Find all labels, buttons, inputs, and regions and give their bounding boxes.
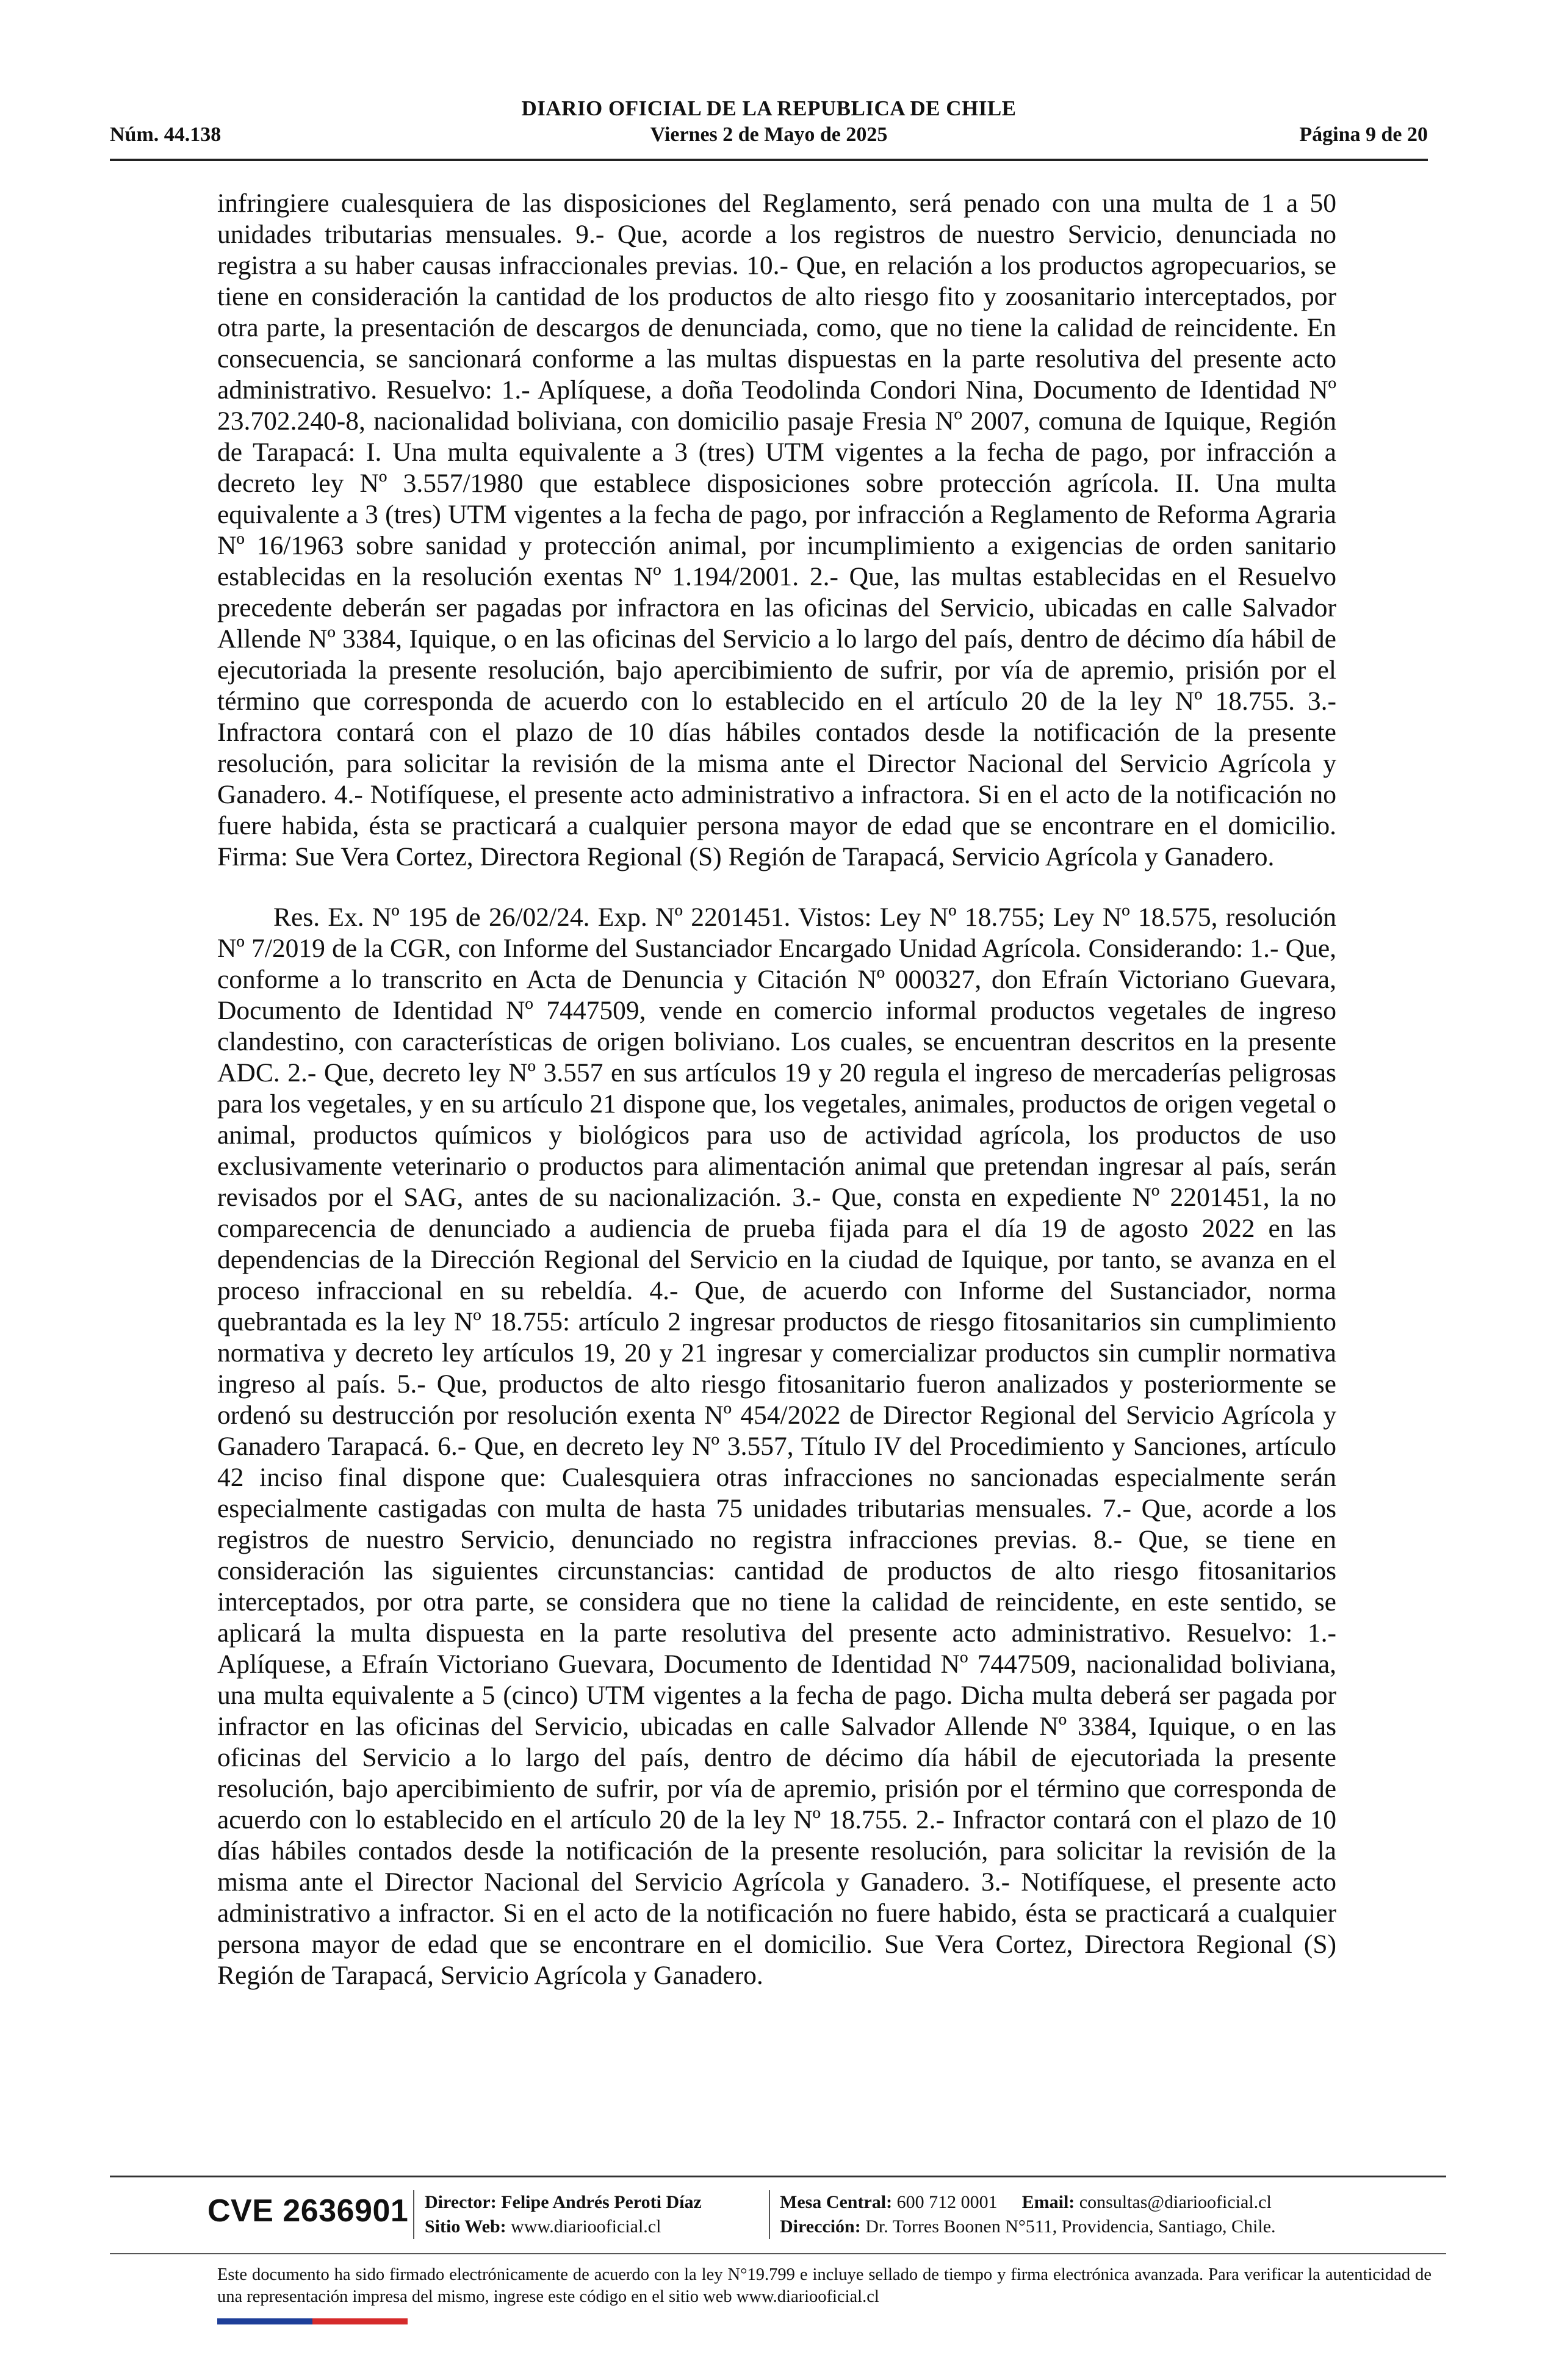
footer-separator [413, 2190, 414, 2239]
paragraph-resolution-195: Res. Ex. Nº 195 de 26/02/24. Exp. Nº 2201451. Vistos: Ley Nº 18.755; Ley Nº 18.575, resolución Nº 7/2019 de la CGR, con Informe del Sustanciador Encargado Unidad Agrícola. Considerando: 1.- Que, conforme a lo transcrito en Acta de Denuncia y Citación Nº 000327, don Efraín Victoriano Guevara, Documento de Identidad Nº 7447509, vende en comercio informal productos vegetales de ingreso clandestino, con características de origen boliviano. Los cuales, se encuentran descritos en la presente ADC. 2.- Que, decreto ley Nº 3.557 en sus artículos 19 y 20 regula el ingreso de mercaderías peligrosas para los vegetales, y en su artículo 21 dispone que, los vegetales, animales, productos de origen vegetal o animal, productos químicos y biológicos para uso de actividad agrícola, los productos de uso exclusivamente veterinario o productos para alimentación animal que pretendan ingresar al país, serán revisados por el SAG, antes de su nacionalización. 3.- Que, consta en expediente Nº 2201451, la no comparecencia de denunciado a audiencia de prueba fijada para el día 19 de agosto 2022 en las dependencias de la Dirección Regional del Servicio en la ciudad de Iquique, por tanto, se avanza en el proceso infraccional en su rebeldía. 4.- Que, de acuerdo con Informe del Sustanciador, norma quebrantada es la ley Nº 18.755: artículo 2 ingresar productos de riesgo fitosanitarios sin cumplimiento normativa y decreto ley artículos 19, 20 y 21 ingresar y comercializar productos sin cumplir normativa ingreso al país. 5.- Que, productos de alto riesgo fitosanitario fueron analizados y posteriormente se ordenó su destrucción por resolución exenta Nº 454/2022 de Director Regional del Servicio Agrícola y Ganadero Tarapacá. 6.- Que, en decreto ley Nº 3.557, Título IV del Procedimiento y Sanciones, artículo 42 inciso final dispone que: Cualesquiera otras infracciones no sancionadas especialmente serán especialmente castigadas con multa de hasta 75 unidades tributarias mensuales. 7.- Que, acorde a los registros de nuestro Servicio, denunciado no registra infracciones previas. 8.- Que, se tiene en consideración las siguientes circunstancias: cantidad de productos de alto riesgo fitosanitarios interceptados, por otra parte, se considera que no tiene la calidad de reincidente, en este sentido, se aplicará la multa dispuesta en la parte resolutiva del presente acto administrativo. Resuelvo: 1.- Aplíquese, a Efraín Victoriano Guevara, Documento de Identidad Nº 7447509, nacionalidad boliviana, una multa equivalente a 5 (cinco) UTM vigentes a la fecha de pago. Dicha multa deberá ser pagada por infractor en las oficinas del Servicio, ubicadas en calle Salvador Allende Nº 3384, Iquique, o en las oficinas del Servicio a lo largo del país, dentro de décimo día hábil de ejecutoriada la presente resolución, bajo apercibimiento de sufrir, por vía de apremio, prisión por el término que corresponda de acuerdo con lo establecido en el artículo 20 de la ley Nº 18.755. 2.- Infractor contará con el plazo de 10 días hábiles contados desde la notificación de la presente resolución, para solicitar la revisión de la misma ante el Director Nacional del Servicio Agrícola y Ganadero. 3.- Notifíquese, el presente acto administrativo a infractor. Si en el acto de la notificación no fuere habido, ésta se practicará a cualquier persona mayor de edad que se encontrare en el domicilio. Sue Vera Cortez, Directora Regional (S) Región de Tarapacá, Servicio Agrícola y Ganadero. [217, 903, 1336, 1990]
page-header [110, 92, 1428, 161]
page-footer [110, 2176, 1446, 2334]
footer-divider [110, 2176, 1446, 2177]
gazette-title: DIARIO OFICIAL DE LA REPUBLICA DE CHILE [521, 96, 1017, 120]
director-label: Director: [425, 2192, 497, 2212]
issue-number: Núm. 44.138 [110, 123, 222, 146]
issue-date: Viernes 2 de Mayo de 2025 [650, 123, 888, 146]
email-link[interactable]: consultas@diariooficial.cl [1079, 2192, 1272, 2212]
document-body [217, 188, 1336, 1991]
footer-director-block [425, 2190, 702, 2239]
email-label: Email: [1021, 2192, 1075, 2212]
contact-line [780, 2190, 1276, 2215]
footer-divider [110, 2253, 1446, 2254]
address-line [780, 2215, 1276, 2239]
phone-label: Mesa Central: [780, 2192, 893, 2212]
site-link[interactable]: www.diariooficial.cl [511, 2216, 661, 2237]
director-name: Felipe Andrés Peroti Díaz [501, 2192, 702, 2212]
paragraph-continuation: infringiere cualesquiera de las disposiciones del Reglamento, será penado con una multa de 1 a 50 unidades tributarias mensuales. 9.- Que, acorde a los registros de nuestro Servicio, denunciada no registra a su haber causas infraccionales previas. 10.- Que, en relación a los productos agropecuarios, se tiene en consideración la cantidad de los productos de alto riesgo fito y zoosanitario interceptados, por otra parte, la presentación de descargos de denunciada, como, que no tiene la calidad de reincidente. En consecuencia, se sancionará conforme a las multas dispuestas en la parte resolutiva del presente acto administrativo. Resuelvo: 1.- Aplíquese, a doña Teodolinda Condori Nina, Documento de Identidad Nº 23.702.240-8, nacionalidad boliviana, con domicilio pasaje Fresia Nº 2007, comuna de Iquique, Región de Tarapacá: I. Una multa equivalente a 3 (tres) UTM vigentes a la fecha de pago, por infracción a decreto ley Nº 3.557/1980 que establece disposiciones sobre protección agrícola. II. Una multa equivalente a 3 (tres) UTM vigentes a la fecha de pago, por infracción a Reglamento de Reforma Agraria Nº 16/1963 sobre sanidad y protección animal, por incumplimiento a exigencias de orden sanitario establecidas en la resolución exentas Nº 1.194/2001. 2.- Que, las multas establecidas en el Resuelvo precedente deberán ser pagadas por infractora en las oficinas del Servicio, ubicadas en calle Salvador Allende Nº 3384, Iquique, o en las oficinas del Servicio a lo largo del país, dentro de décimo día hábil de ejecutoriada la presente resolución, bajo apercibimiento de sufrir, por vía de apremio, prisión por el término que corresponda de acuerdo con lo establecido en el artículo 20 de la ley Nº 18.755. 3.- Infractora contará con el plazo de 10 días hábiles contados desde la notificación de la presente resolución, para solicitar la revisión de la misma ante el Director Nacional del Servicio Agrícola y Ganadero. 4.- Notifíquese, el presente acto administrativo a infractora. Si en el acto de la notificación no fuere habida, ésta se practicará a cualquier persona mayor de edad que se encontrare en el domicilio. Firma: Sue Vera Cortez, Directora Regional (S) Región de Tarapacá, Servicio Agrícola y Ganadero. [217, 189, 1336, 871]
cve-code: CVE 2636901 [207, 2193, 409, 2229]
flag-stripe [217, 2318, 408, 2324]
site-line [425, 2215, 702, 2239]
signature-notice: Este documento ha sido firmado electrónicamente de acuerdo con la ley N°19.799 e incluye sellado de tiempo y firma electrónica avanzada. Para verificar la autenticidad de una representación impresa del mismo, ingrese este código en el sitio web www.diariooficial.cl [217, 2265, 1432, 2306]
site-label: Sitio Web: [425, 2216, 506, 2237]
director-line [425, 2190, 702, 2215]
flag-blue-segment [217, 2318, 312, 2324]
flag-red-segment [312, 2318, 408, 2324]
address-value: Dr. Torres Boonen N°511, Providencia, Santiago, Chile. [865, 2216, 1276, 2237]
page-number: Página 9 de 20 [1299, 123, 1428, 146]
address-label: Dirección: [780, 2216, 861, 2237]
footer-contact-block [780, 2190, 1276, 2239]
footer-separator [769, 2190, 770, 2239]
phone-value: 600 712 0001 [896, 2192, 998, 2212]
